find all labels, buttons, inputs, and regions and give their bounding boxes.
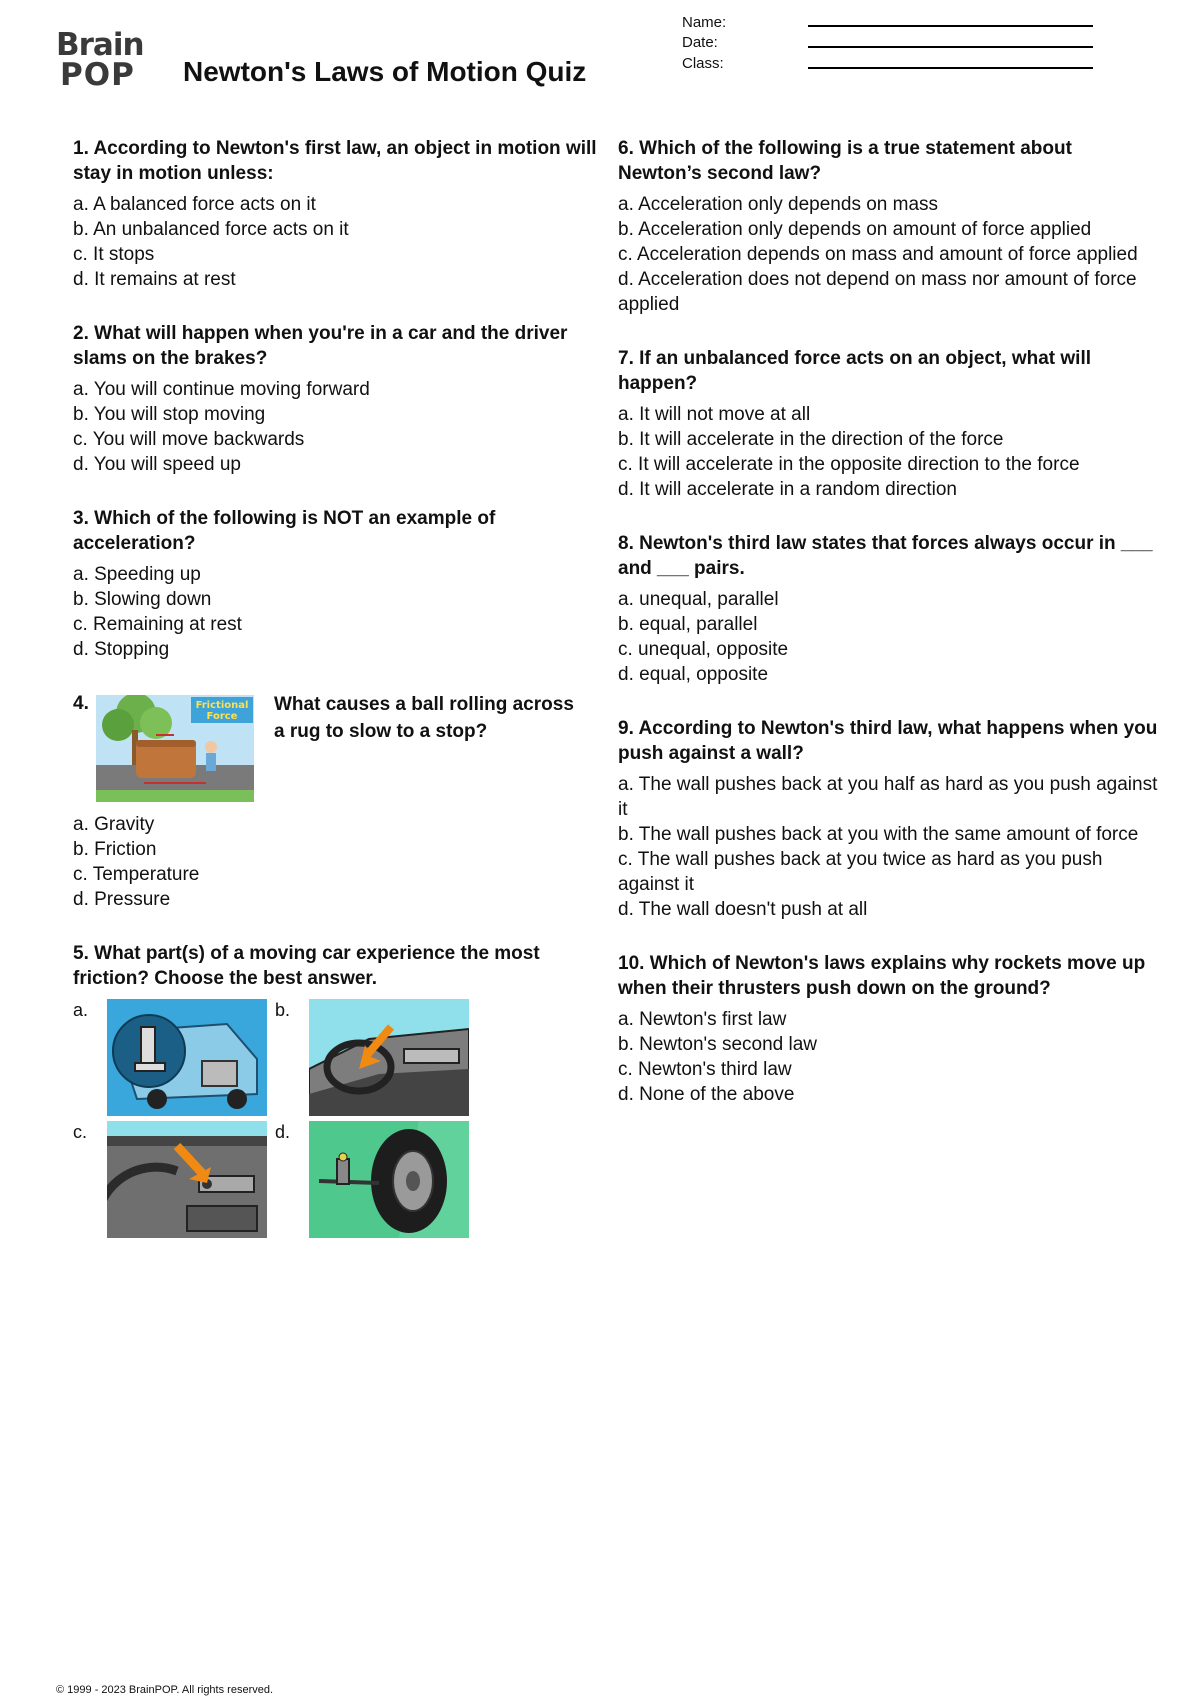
answer-option[interactable]: d. It remains at rest	[73, 269, 236, 290]
option-c-image[interactable]	[107, 1121, 267, 1238]
question-text: 10. Which of Newton's laws explains why rockets move up when their thrusters push down on the ground?	[618, 953, 1146, 999]
option-d-image[interactable]	[309, 1121, 469, 1238]
answer-option[interactable]: a. Newton's first law	[618, 1009, 787, 1030]
answer-option[interactable]: a. Gravity	[73, 814, 155, 835]
question-2	[73, 321, 603, 477]
answer-option[interactable]: b. Friction	[73, 839, 157, 860]
question-1	[73, 136, 603, 292]
logo-brain-text: Brain	[56, 27, 144, 63]
question-5	[73, 941, 603, 1238]
answer-option[interactable]: b. An unbalanced force acts on it	[73, 219, 349, 240]
question-10	[618, 951, 1158, 1107]
answer-option[interactable]: a. unequal, parallel	[618, 589, 779, 610]
option-d-label[interactable]: d.	[275, 1122, 291, 1142]
answer-option[interactable]: b. Newton's second law	[618, 1034, 818, 1055]
answer-option[interactable]: c. unequal, opposite	[618, 639, 789, 660]
option-b-image[interactable]	[309, 999, 469, 1116]
right-column	[618, 136, 1158, 1136]
answer-image-grid	[73, 999, 603, 1238]
question-3	[73, 506, 603, 662]
question-6	[618, 136, 1158, 317]
answer-option[interactable]: c. Remaining at rest	[73, 614, 242, 635]
option-a-image[interactable]	[107, 999, 267, 1116]
question-9	[618, 716, 1158, 922]
radio-dashboard-image	[107, 1121, 267, 1238]
answer-option[interactable]: c. Newton's third law	[618, 1059, 792, 1080]
option-a-label[interactable]: a.	[73, 1000, 89, 1020]
answer-option[interactable]: d. The wall doesn't push at all	[618, 899, 868, 920]
car-engine-image	[107, 999, 267, 1116]
date-field[interactable]	[808, 46, 1093, 48]
image-caption-line2: Force	[206, 711, 238, 722]
question-text: 5. What part(s) of a moving car experience the most friction? Choose the best answer.	[73, 943, 540, 989]
answer-option[interactable]: d. Acceleration does not depend on mass nor amount of force applied	[618, 269, 1137, 315]
answer-option[interactable]: d. Stopping	[73, 639, 170, 660]
question-text: 1. According to Newton's first law, an object in motion will stay in motion unless:	[73, 138, 597, 184]
answer-option[interactable]: a. The wall pushes back at you half as hard as you push against it	[618, 774, 1158, 820]
answer-option[interactable]: c. You will move backwards	[73, 429, 305, 450]
answer-option[interactable]: b. equal, parallel	[618, 614, 758, 635]
question-8	[618, 531, 1158, 687]
image-caption-line1: Frictional	[195, 700, 249, 711]
answer-option[interactable]: c. It stops	[73, 244, 155, 265]
logo-pop-text: POP	[60, 57, 135, 93]
name-label: Name:	[682, 14, 727, 31]
class-label: Class:	[682, 55, 724, 72]
question-text: 3. Which of the following is NOT an example of acceleration?	[73, 508, 496, 554]
answer-option[interactable]: b. The wall pushes back at you with the same amount of force	[618, 824, 1139, 845]
page-title: Newton's Laws of Motion Quiz	[183, 56, 587, 87]
answer-option[interactable]: c. The wall pushes back at you twice as hard as you push against it	[618, 849, 1103, 895]
question-text: 7. If an unbalanced force acts on an object, what will happen?	[618, 348, 1092, 394]
frictional-force-image	[96, 695, 254, 802]
answer-option[interactable]: a. Acceleration only depends on mass	[618, 194, 939, 215]
answer-option[interactable]: d. equal, opposite	[618, 664, 769, 685]
answer-option[interactable]: a. You will continue moving forward	[73, 379, 370, 400]
answer-option[interactable]: b. It will accelerate in the direction of the force	[618, 429, 1004, 450]
answer-option[interactable]: a. It will not move at all	[618, 404, 811, 425]
question-number: 4.	[73, 693, 89, 714]
left-column	[73, 136, 603, 1267]
copyright-footer: © 1999 - 2023 BrainPOP. All rights reserved.	[56, 1684, 274, 1696]
class-field[interactable]	[808, 67, 1093, 69]
brainpop-logo	[56, 27, 156, 93]
answer-option[interactable]: d. None of the above	[618, 1084, 795, 1105]
answer-option[interactable]: a. A balanced force acts on it	[73, 194, 316, 215]
answer-option[interactable]: c. Temperature	[73, 864, 200, 885]
answer-option[interactable]: b. Acceleration only depends on amount of force applied	[618, 219, 1092, 240]
answer-option[interactable]: d. Pressure	[73, 889, 171, 910]
answer-option[interactable]: c. Acceleration depends on mass and amount of force applied	[618, 244, 1138, 265]
car-tire-image	[309, 1121, 469, 1238]
date-label: Date:	[682, 34, 718, 51]
question-4	[73, 691, 603, 912]
option-b-label[interactable]: b.	[275, 1000, 291, 1020]
question-text: 9. According to Newton's third law, what happens when you push against a wall?	[618, 718, 1158, 764]
question-text: 2. What will happen when you're in a car and the driver slams on the brakes?	[73, 323, 568, 369]
answer-option[interactable]: d. You will speed up	[73, 454, 241, 475]
steering-wheel-image	[309, 999, 469, 1116]
answer-option[interactable]: d. It will accelerate in a random direction	[618, 479, 957, 500]
answer-option[interactable]: b. Slowing down	[73, 589, 212, 610]
answer-option[interactable]: b. You will stop moving	[73, 404, 266, 425]
question-text: 8. Newton's third law states that forces always occur in ___ and ___ pairs.	[618, 533, 1153, 579]
question-text: 6. Which of the following is a true statement about Newton’s second law?	[618, 138, 1072, 184]
question-7	[618, 346, 1158, 502]
answer-option[interactable]: a. Speeding up	[73, 564, 201, 585]
answer-option[interactable]: c. It will accelerate in the opposite direction to the force	[618, 454, 1080, 475]
question-text: What causes a ball rolling across a rug to slow to a stop?	[274, 694, 574, 742]
name-field[interactable]	[808, 25, 1093, 27]
option-c-label[interactable]: c.	[73, 1122, 88, 1142]
